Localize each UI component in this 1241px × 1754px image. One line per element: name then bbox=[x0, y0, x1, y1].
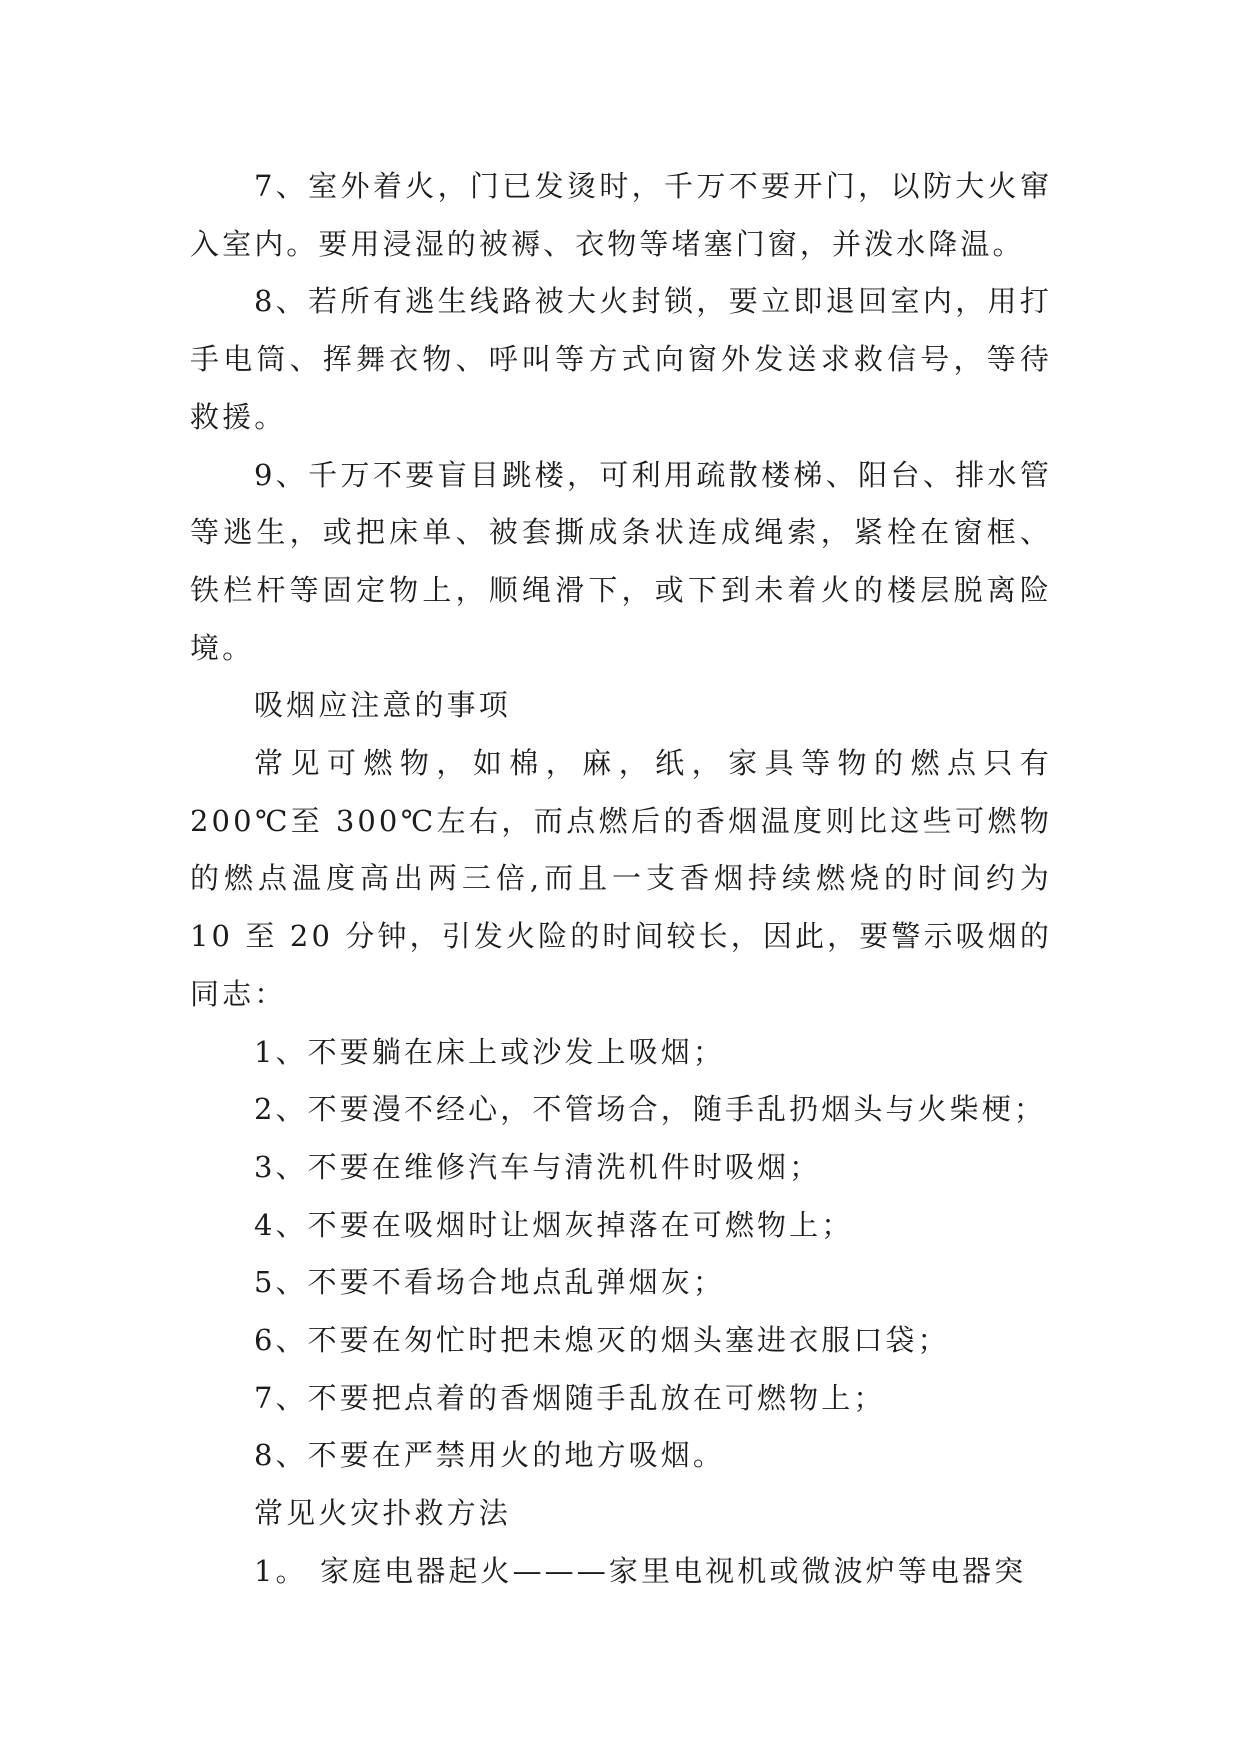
list-item-smoking-7: 7、不要把点着的香烟随手乱放在可燃物上； bbox=[254, 1380, 886, 1415]
paragraph-item-7-outdoor-fire: 7、室外着火，门已发烫时，千万不要开门，以防大火窜入室内。要用浸湿的被褥、衣物等堵塞门窗，并泼水降温。 bbox=[190, 169, 1052, 261]
list-item-smoking-6: 6、不要在匆忙时把未熄灭的烟头塞进衣服口袋； bbox=[254, 1323, 950, 1358]
paragraph-item-8-escape-routes-blocked: 8、若所有逃生线路被大火封锁，要立即退回室内，用打手电筒、挥舞衣物、呼叫等方式向窗外发送求救信号，等待救援。 bbox=[190, 284, 1052, 434]
paragraph-smoking-intro: 常见可燃物，如棉，麻，纸，家具等物的燃点只有 200℃至 300℃左右，而点燃后的香烟温度则比这些可燃物的燃点温度高出两三倍,而且一支香烟持续燃烧的时间约为 10 至 20 分钟，引发火险的时间较长，因此，要警示吸烟的同志： bbox=[190, 746, 1052, 1011]
list-item-smoking-2: 2、不要漫不经心，不管场合，随手乱扔烟头与火柴梗； bbox=[254, 1092, 1046, 1127]
paragraph-item-9-do-not-jump: 9、千万不要盲目跳楼，可利用疏散楼梯、阳台、排水管等逃生，或把床单、被套撕成条状连成绳索，紧栓在窗框、铁栏杆等固定物上，顺绳滑下，或下到未着火的楼层脱离险境。 bbox=[190, 457, 1052, 665]
section-heading-smoking: 吸烟应注意的事项 bbox=[254, 688, 511, 723]
section-heading-firefighting: 常见火灾扑救方法 bbox=[254, 1496, 511, 1531]
list-item-smoking-3: 3、不要在维修汽车与清洗机件时吸烟； bbox=[254, 1149, 822, 1184]
list-item-smoking-1: 1、不要躺在床上或沙发上吸烟； bbox=[254, 1034, 725, 1069]
list-item-firefighting-1: 1。 家庭电器起火———家里电视机或微波炉等电器突 bbox=[254, 1553, 1027, 1588]
document-body bbox=[190, 158, 1052, 1601]
list-item-smoking-5: 5、不要不看场合地点乱弹烟灰； bbox=[254, 1265, 725, 1300]
list-item-smoking-8: 8、不要在严禁用火的地方吸烟。 bbox=[254, 1438, 725, 1473]
list-item-smoking-4: 4、不要在吸烟时让烟灰掉落在可燃物上； bbox=[254, 1207, 854, 1242]
